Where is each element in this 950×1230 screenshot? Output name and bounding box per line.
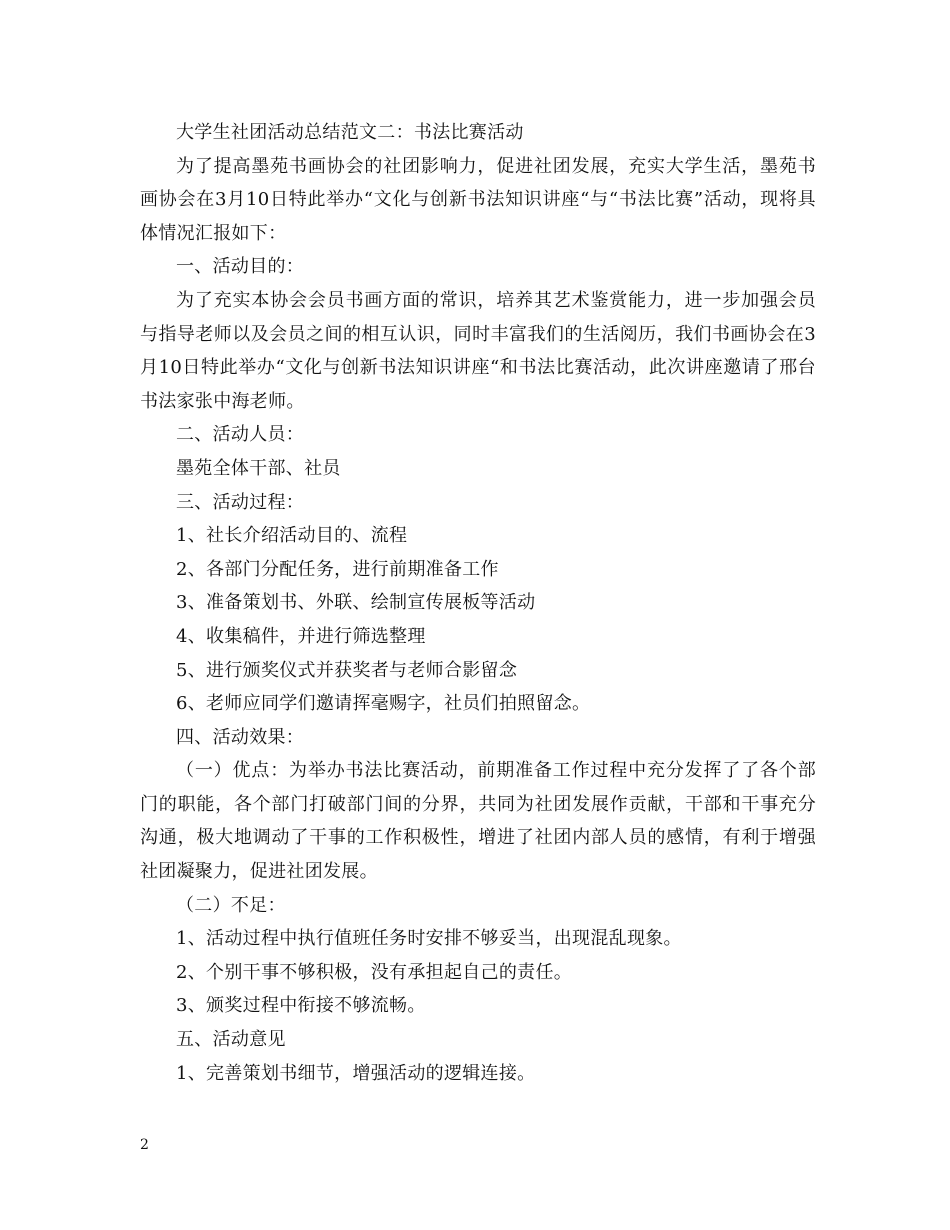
document-title: 大学生社团活动总结范文二：书法比赛活动 bbox=[176, 122, 524, 143]
document-body bbox=[140, 116, 816, 1090]
list-item: 1、完善策划书细节，增强活动的逻辑连接。 bbox=[176, 1062, 536, 1084]
list-item: 1、活动过程中执行值班任务时安排不够妥当，出现混乱现象。 bbox=[176, 928, 682, 950]
list-item: 5、进行颁奖仪式并获奖者与老师合影留念 bbox=[176, 659, 518, 681]
section-heading-participants: 二、活动人员： bbox=[176, 424, 305, 446]
section-heading-opinions: 五、活动意见 bbox=[176, 1029, 286, 1051]
page-number: 2 bbox=[140, 1137, 149, 1153]
list-item: 2、个别干事不够积极，没有承担起自己的责任。 bbox=[176, 961, 573, 983]
list-item: 6、老师应同学们邀请挥毫赐字，社员们拍照留念。 bbox=[176, 693, 591, 715]
paragraph-purpose: 为了充实本协会会员书画方面的常识，培养其艺术鉴赏能力，进一步加强会员与指导老师以及会员之间的相互认识，同时丰富我们的生活阅历，我们书画协会在3月10日特此举办“文化与创新书法知识讲座“和书法比赛活动，此次讲座邀请了邢台书法家张中海老师。 bbox=[140, 289, 816, 412]
section-heading-process: 三、活动过程： bbox=[176, 491, 305, 513]
section-heading-effect: 四、活动效果： bbox=[176, 726, 305, 748]
subheading-shortcomings: （二）不足： bbox=[176, 894, 286, 916]
list-item: 3、准备策划书、外联、绘制宣传展板等活动 bbox=[176, 592, 536, 614]
list-item: 4、收集稿件，并进行筛选整理 bbox=[176, 625, 426, 647]
list-item: 1、社长介绍活动目的、流程 bbox=[176, 525, 408, 547]
paragraph-participants: 墨苑全体干部、社员 bbox=[176, 457, 341, 479]
list-item: 3、颁奖过程中衔接不够流畅。 bbox=[176, 995, 426, 1017]
list-item: 2、各部门分配任务，进行前期准备工作 bbox=[176, 558, 499, 580]
paragraph-intro: 为了提高墨苑书画协会的社团影响力，促进社团发展，充实大学生活，墨苑书画协会在3月10日特此举办“文化与创新书法知识讲座“与“书法比赛”活动，现将具体情况汇报如下： bbox=[140, 155, 816, 244]
paragraph-advantages: （一）优点：为举办书法比赛活动，前期准备工作过程中充分发挥了了各个部门的职能，各个部门打破部门间的分界，共同为社团发展作贡献，干部和干事充分沟通，极大地调动了干事的工作积极性，增进了社团内部人员的感情，有利于增强社团凝聚力，促进社团发展。 bbox=[140, 760, 816, 883]
section-heading-purpose: 一、活动目的： bbox=[176, 256, 305, 278]
